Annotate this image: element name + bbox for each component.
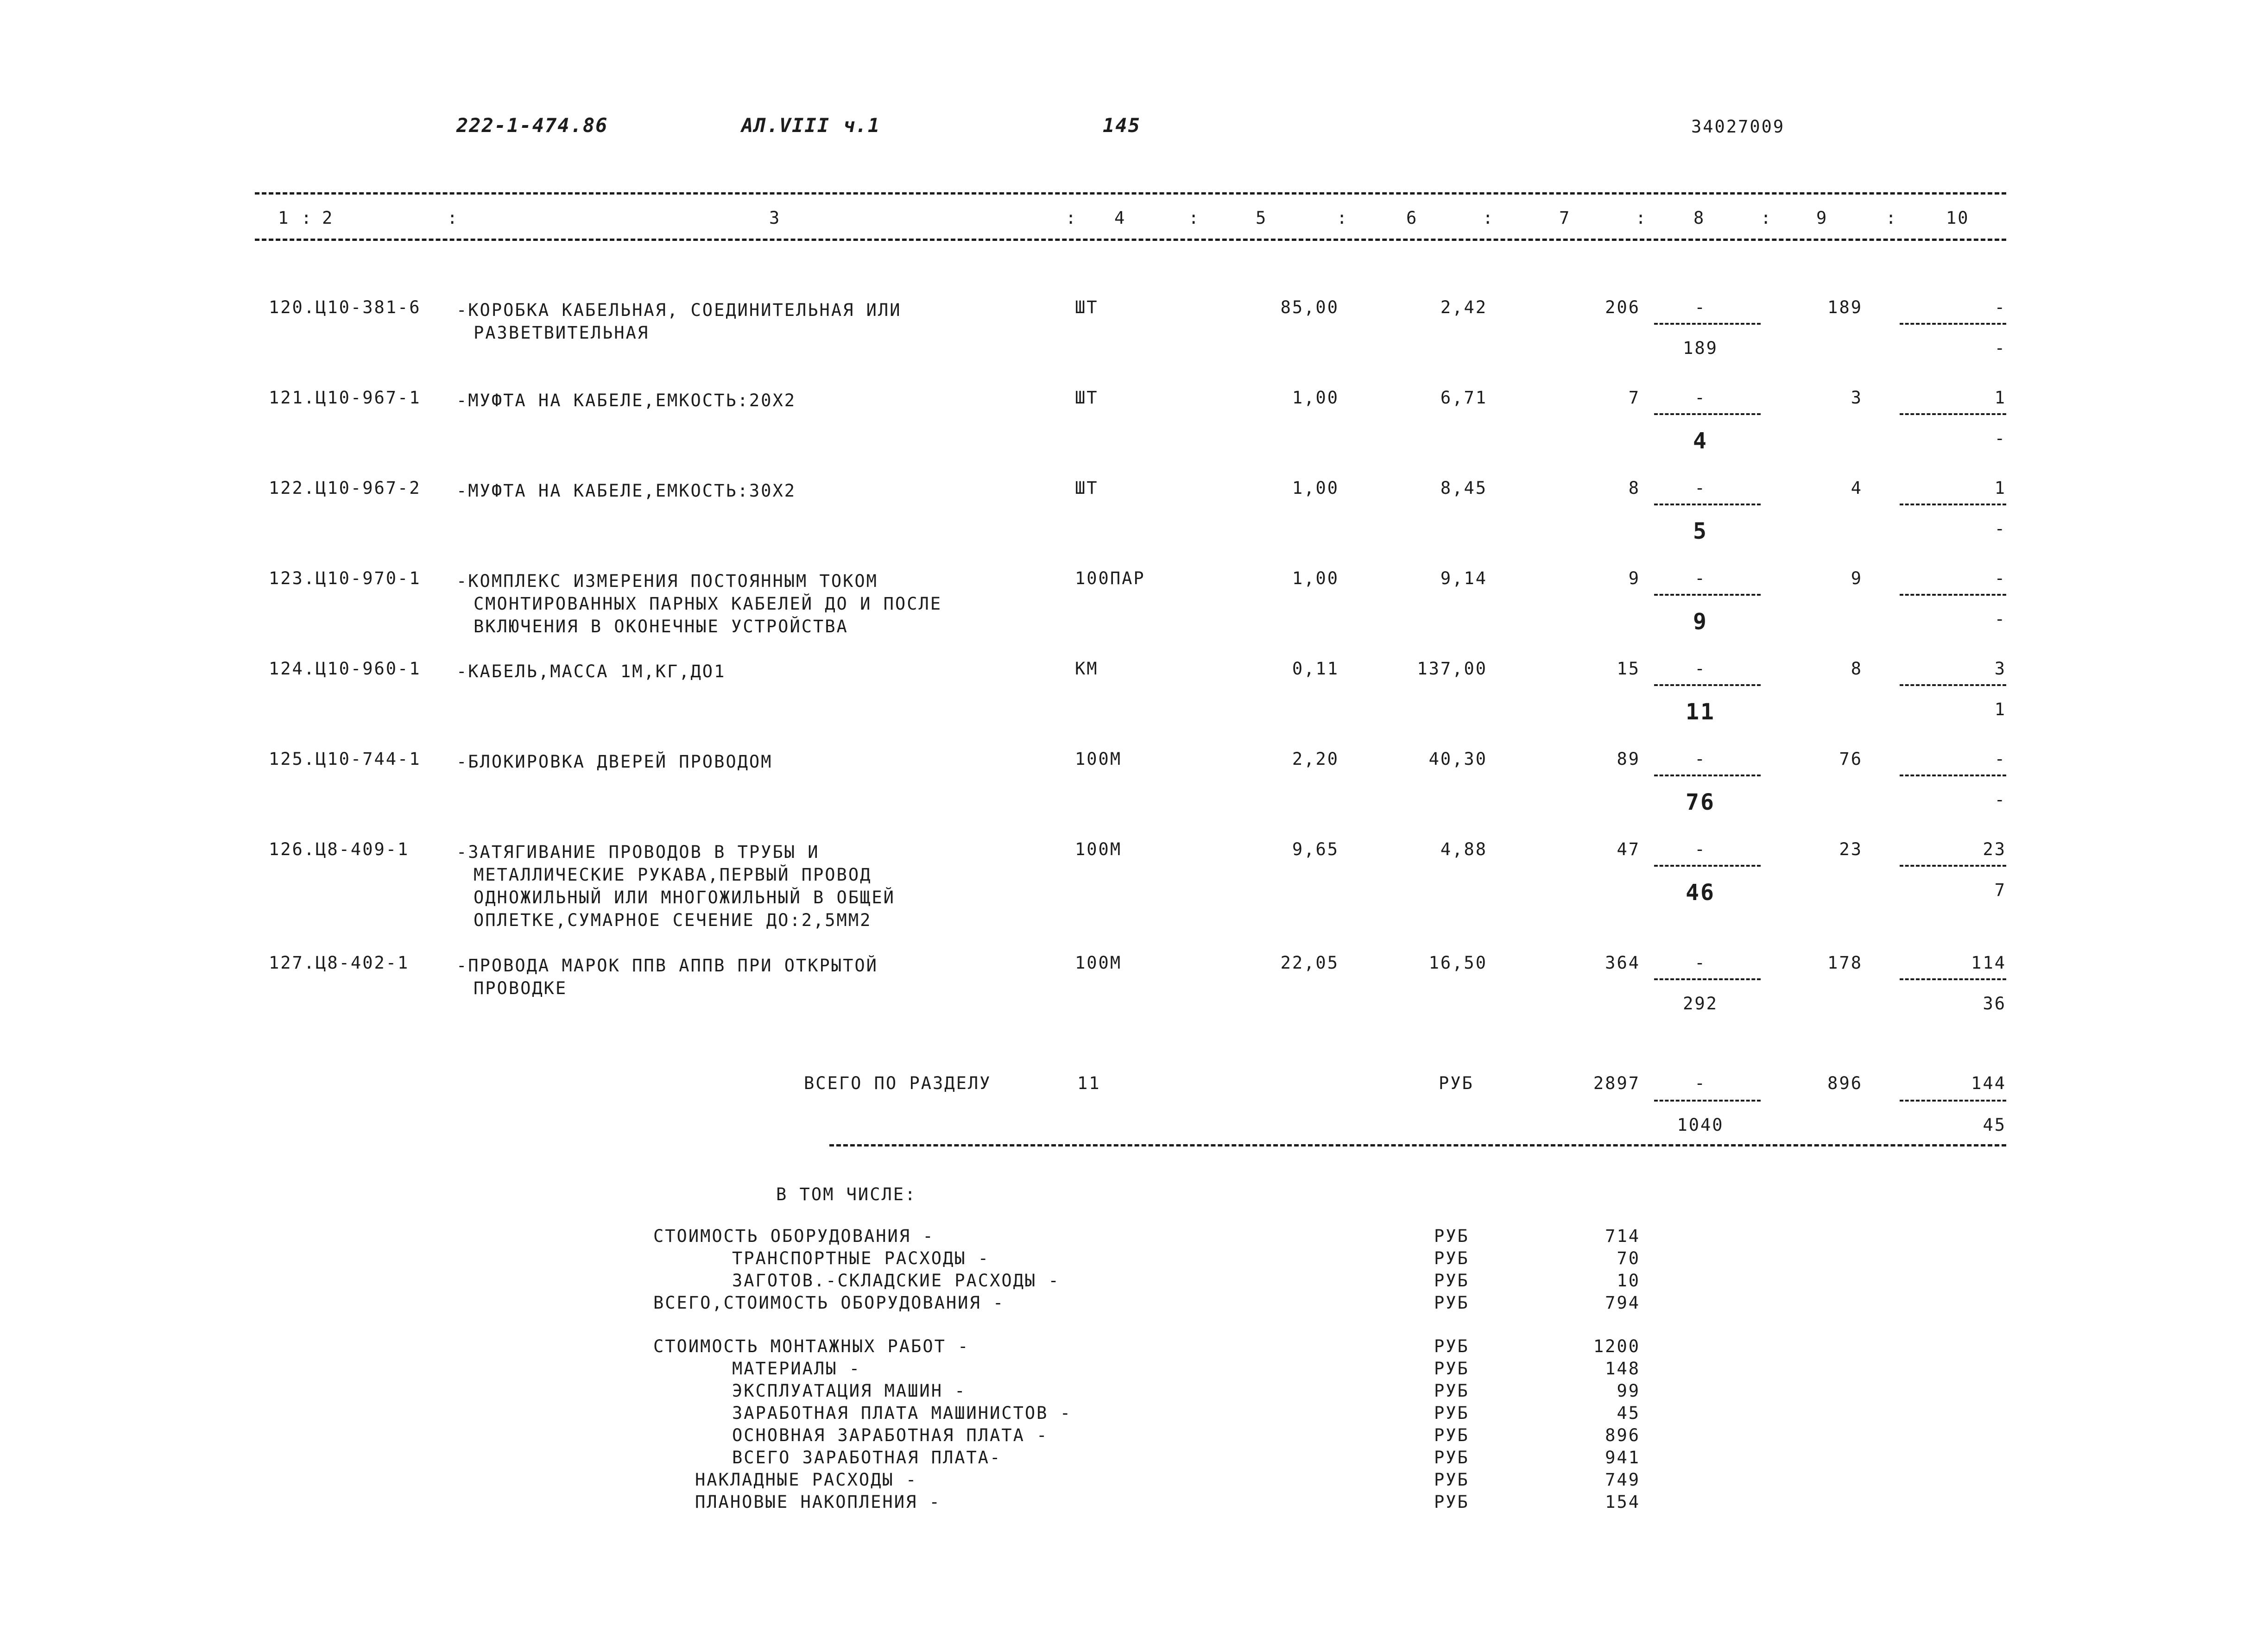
- row-unit-price: 9,14: [1440, 568, 1487, 588]
- including-item-label: ПЛАНОВЫЕ НАКОПЛЕНИЯ -: [695, 1492, 941, 1512]
- row-col8-rule: [1654, 684, 1761, 686]
- row-unit: 100М: [1075, 839, 1122, 859]
- including-item-value: 45: [1617, 1403, 1640, 1423]
- row-total: 206: [1605, 297, 1640, 317]
- column-separator: :: [447, 208, 459, 228]
- header-top-rule: [255, 192, 2006, 195]
- including-item-value: 10: [1617, 1271, 1640, 1291]
- row-description-line: МЕТАЛЛИЧЕСКИЕ РУКАВА,ПЕРВЫЙ ПРОВОД: [474, 865, 872, 885]
- column-number: 8: [1693, 208, 1706, 228]
- row-col10-top: -: [1994, 749, 2006, 769]
- row-quantity: 22,05: [1280, 953, 1339, 973]
- row-col8-rule: [1654, 323, 1761, 325]
- section-total-label: ВСЕГО ПО РАЗДЕЛУ: [804, 1073, 992, 1093]
- including-item-label: СТОИМОСТЬ МОНТАЖНЫХ РАБОТ -: [653, 1336, 970, 1356]
- row-code: 123.Ц10-970-1: [269, 568, 421, 588]
- row-col8-rule: [1654, 504, 1761, 505]
- row-quantity: 1,00: [1292, 568, 1339, 588]
- section-total-bottom-rule: [829, 1144, 2006, 1146]
- row-col8-top: -: [1694, 388, 1706, 408]
- including-item-label: ЗАРАБОТНАЯ ПЛАТА МАШИНИСТОВ -: [732, 1403, 1072, 1423]
- row-code: 121.Ц10-967-1: [269, 388, 421, 408]
- row-col8-top: -: [1694, 749, 1706, 769]
- row-col8-bottom: 189: [1683, 338, 1718, 358]
- row-quantity: 9,65: [1292, 839, 1339, 859]
- including-item-value: 749: [1605, 1470, 1640, 1490]
- row-col8-bottom: 4: [1693, 428, 1708, 454]
- row-total: 364: [1605, 953, 1640, 973]
- column-separator: :: [1886, 208, 1898, 228]
- column-separator: :: [1337, 208, 1349, 228]
- document-number: 34027009: [1691, 117, 1785, 137]
- row-unit: 100М: [1075, 749, 1122, 769]
- row-col8-top: -: [1694, 568, 1706, 588]
- including-item-value: 70: [1617, 1248, 1640, 1268]
- including-item-unit: РУБ: [1434, 1271, 1469, 1291]
- row-description: [456, 660, 726, 683]
- section-total-col10-top: 144: [1971, 1073, 2006, 1093]
- column-separator: :: [1761, 208, 1773, 228]
- row-description-line: -ЗАТЯГИВАНИЕ ПРОВОДОВ В ТРУБЫ И: [456, 842, 820, 862]
- row-col8-bottom: 5: [1693, 518, 1708, 544]
- row-col10-bottom: -: [1994, 519, 2006, 539]
- including-item-value: 941: [1605, 1448, 1640, 1468]
- section-total-col8-top: -: [1694, 1073, 1706, 1093]
- column-number: 10: [1946, 208, 1970, 228]
- row-unit-price: 6,71: [1440, 388, 1487, 408]
- row-col10-top: 1: [1994, 478, 2006, 498]
- row-quantity: 2,20: [1292, 749, 1339, 769]
- including-item-value: 1200: [1593, 1336, 1640, 1356]
- row-description-line: ОПЛЕТКЕ,СУМАРНОЕ СЕЧЕНИЕ ДО:2,5ММ2: [474, 910, 872, 930]
- column-separator: :: [1636, 208, 1648, 228]
- row-code: 122.Ц10-967-2: [269, 478, 421, 498]
- row-description-line: -КОМПЛЕКС ИЗМЕРЕНИЯ ПОСТОЯННЫМ ТОКОМ: [456, 571, 878, 591]
- row-total: 47: [1617, 839, 1640, 859]
- including-item-label: ЭКСПЛУАТАЦИЯ МАШИН -: [732, 1381, 967, 1401]
- row-col8-bottom: 46: [1686, 880, 1715, 906]
- row-col10-top: 114: [1971, 953, 2006, 973]
- including-item-value: 99: [1617, 1381, 1640, 1401]
- row-code: 127.Ц8-402-1: [269, 953, 410, 973]
- row-col10-bottom: -: [1994, 338, 2006, 358]
- including-item-label: СТОИМОСТЬ ОБОРУДОВАНИЯ -: [653, 1226, 935, 1246]
- row-col9: 4: [1851, 478, 1863, 498]
- row-col10-rule: [1900, 865, 2006, 867]
- row-col8-rule: [1654, 865, 1761, 867]
- section-total-unit: РУБ: [1439, 1073, 1474, 1093]
- row-unit-price: 137,00: [1417, 659, 1487, 679]
- row-description-line: РАЗВЕТВИТЕЛЬНАЯ: [474, 323, 650, 343]
- including-item-value: 154: [1605, 1492, 1640, 1512]
- column-number: 4: [1114, 208, 1126, 228]
- row-col9: 178: [1827, 953, 1863, 973]
- album-number: АЛ.VIII ч.1: [741, 114, 881, 137]
- row-col8-rule: [1654, 978, 1761, 980]
- row-description: [456, 389, 796, 412]
- row-col8-rule: [1654, 594, 1761, 596]
- row-col9: 8: [1851, 659, 1863, 679]
- column-number: 3: [769, 208, 781, 228]
- row-description-line: СМОНТИРОВАННЫХ ПАРНЫХ КАБЕЛЕЙ ДО И ПОСЛЕ: [474, 594, 942, 614]
- column-number: 2: [322, 208, 334, 228]
- row-code: 126.Ц8-409-1: [269, 839, 410, 859]
- row-col8-bottom: 9: [1693, 609, 1708, 635]
- row-col8-rule: [1654, 413, 1761, 415]
- row-col10-bottom: 7: [1994, 880, 2006, 900]
- row-quantity: 85,00: [1280, 297, 1339, 317]
- row-description: [456, 479, 796, 502]
- row-col10-top: 1: [1994, 388, 2006, 408]
- row-col10-bottom: 36: [1983, 994, 2006, 1014]
- row-total: 7: [1628, 388, 1640, 408]
- row-col8-rule: [1654, 775, 1761, 776]
- row-col10-bottom: -: [1994, 428, 2006, 448]
- row-unit-price: 2,42: [1440, 297, 1487, 317]
- including-item-unit: РУБ: [1434, 1470, 1469, 1490]
- including-item-label: ТРАНСПОРТНЫЕ РАСХОДЫ -: [732, 1248, 990, 1268]
- row-quantity: 1,00: [1292, 478, 1339, 498]
- section-total-col10-bottom: 45: [1983, 1115, 2006, 1135]
- row-unit: 100ПАР: [1075, 568, 1145, 588]
- including-item-value: 714: [1605, 1226, 1640, 1246]
- row-unit: 100М: [1075, 953, 1122, 973]
- row-col9: 3: [1851, 388, 1863, 408]
- row-unit-price: 8,45: [1440, 478, 1487, 498]
- row-col10-top: 3: [1994, 659, 2006, 679]
- including-item-unit: РУБ: [1434, 1248, 1469, 1268]
- row-description: [456, 750, 772, 773]
- row-col8-bottom: 76: [1686, 789, 1715, 815]
- including-item-label: ЗАГОТОВ.-СКЛАДСКИЕ РАСХОДЫ -: [732, 1271, 1060, 1291]
- row-col9: 189: [1827, 297, 1863, 317]
- row-description: [456, 841, 895, 932]
- row-col10-rule: [1900, 504, 2006, 505]
- row-col8-top: -: [1694, 297, 1706, 317]
- row-quantity: 0,11: [1292, 659, 1339, 679]
- row-col10-rule: [1900, 323, 2006, 325]
- row-description: [456, 299, 901, 344]
- row-description-line: ОДНОЖИЛЬНЫЙ ИЛИ МНОГОЖИЛЬНЫЙ В ОБЩЕЙ: [474, 888, 895, 907]
- row-description-line: -ПРОВОДА МАРОК ППВ АППВ ПРИ ОТКРЫТОЙ: [456, 956, 878, 976]
- row-description-line: -КОРОБКА КАБЕЛЬНАЯ, СОЕДИНИТЕЛЬНАЯ ИЛИ: [456, 300, 902, 320]
- column-number: 7: [1559, 208, 1571, 228]
- including-item-unit: РУБ: [1434, 1336, 1469, 1356]
- row-code: 120.Ц10-381-6: [269, 297, 421, 317]
- row-col10-top: 23: [1983, 839, 2006, 859]
- including-item-unit: РУБ: [1434, 1293, 1469, 1313]
- row-description: [456, 570, 942, 638]
- column-number: 1: [278, 208, 290, 228]
- header-bottom-rule: [255, 239, 2006, 241]
- row-col10-top: -: [1994, 568, 2006, 588]
- row-col10-bottom: -: [1994, 790, 2006, 810]
- section-total-col8-bottom: 1040: [1677, 1115, 1724, 1135]
- section-total-amount: 2897: [1593, 1073, 1640, 1093]
- row-col8-bottom: 292: [1683, 994, 1718, 1014]
- row-description-line: -БЛОКИРОВКА ДВЕРЕЙ ПРОВОДОМ: [456, 752, 773, 772]
- row-col10-bottom: 1: [1994, 699, 2006, 719]
- row-total: 8: [1628, 478, 1640, 498]
- including-item-label: НАКЛАДНЫЕ РАСХОДЫ -: [695, 1470, 918, 1490]
- column-separator: :: [1483, 208, 1495, 228]
- column-number: 9: [1816, 208, 1828, 228]
- row-unit-price: 16,50: [1428, 953, 1487, 973]
- including-item-value: 794: [1605, 1293, 1640, 1313]
- row-quantity: 1,00: [1292, 388, 1339, 408]
- including-item-unit: РУБ: [1434, 1359, 1469, 1379]
- row-description-line: -КАБЕЛЬ,МАССА 1М,КГ,ДО1: [456, 661, 726, 681]
- row-col8-top: -: [1694, 478, 1706, 498]
- column-separator: :: [1188, 208, 1200, 228]
- row-col10-rule: [1900, 413, 2006, 415]
- including-item-unit: РУБ: [1434, 1226, 1469, 1246]
- row-code: 124.Ц10-960-1: [269, 659, 421, 679]
- row-col10-top: -: [1994, 297, 2006, 317]
- row-description: [456, 954, 878, 1000]
- row-col10-rule: [1900, 594, 2006, 596]
- column-number: 5: [1256, 208, 1268, 228]
- including-item-unit: РУБ: [1434, 1381, 1469, 1401]
- section-total-col9: 896: [1827, 1073, 1863, 1093]
- row-description-line: -МУФТА НА КАБЕЛЕ,ЕМКОСТЬ:30Х2: [456, 481, 796, 501]
- including-item-value: 896: [1605, 1425, 1640, 1445]
- row-col9: 23: [1839, 839, 1863, 859]
- row-col9: 9: [1851, 568, 1863, 588]
- row-col10-bottom: -: [1994, 609, 2006, 629]
- row-col8-bottom: 11: [1686, 699, 1715, 725]
- section-total-col8-rule: [1654, 1100, 1761, 1102]
- including-item-value: 148: [1605, 1359, 1640, 1379]
- including-item-unit: РУБ: [1434, 1448, 1469, 1468]
- row-col8-top: -: [1694, 839, 1706, 859]
- row-unit: КМ: [1075, 659, 1099, 679]
- including-item-label: ВСЕГО,СТОИМОСТЬ ОБОРУДОВАНИЯ -: [653, 1293, 1005, 1313]
- row-col8-top: -: [1694, 659, 1706, 679]
- row-code: 125.Ц10-744-1: [269, 749, 421, 769]
- row-col8-top: -: [1694, 953, 1706, 973]
- row-col10-rule: [1900, 775, 2006, 776]
- row-description-line: ВКЛЮЧЕНИЯ В ОКОНЕЧНЫЕ УСТРОЙСТВА: [474, 617, 848, 636]
- row-description-line: -МУФТА НА КАБЕЛЕ,ЕМКОСТЬ:20Х2: [456, 391, 796, 410]
- page-number: 145: [1103, 114, 1141, 137]
- row-total: 89: [1617, 749, 1640, 769]
- including-item-label: ВСЕГО ЗАРАБОТНАЯ ПЛАТА-: [732, 1448, 1002, 1468]
- including-item-label: МАТЕРИАЛЫ -: [732, 1359, 861, 1379]
- section-total-col10-rule: [1900, 1100, 2006, 1102]
- document-code: 222-1-474.86: [456, 114, 608, 137]
- row-description-line: ПРОВОДКЕ: [474, 978, 568, 998]
- row-unit-price: 40,30: [1428, 749, 1487, 769]
- row-total: 9: [1628, 568, 1640, 588]
- column-separator: :: [301, 208, 313, 228]
- including-item-unit: РУБ: [1434, 1425, 1469, 1445]
- column-number: 6: [1406, 208, 1418, 228]
- row-total: 15: [1617, 659, 1640, 679]
- row-unit: ШТ: [1075, 388, 1099, 408]
- row-unit-price: 4,88: [1440, 839, 1487, 859]
- row-col10-rule: [1900, 684, 2006, 686]
- row-col9: 76: [1839, 749, 1863, 769]
- including-title: В ТОМ ЧИСЛЕ:: [776, 1184, 917, 1204]
- column-separator: :: [1066, 208, 1078, 228]
- section-total-number: 11: [1077, 1073, 1101, 1093]
- row-unit: ШТ: [1075, 478, 1099, 498]
- row-col10-rule: [1900, 978, 2006, 980]
- including-item-unit: РУБ: [1434, 1492, 1469, 1512]
- row-unit: ШТ: [1075, 297, 1099, 317]
- including-item-label: ОСНОВНАЯ ЗАРАБОТНАЯ ПЛАТА -: [732, 1425, 1049, 1445]
- including-item-unit: РУБ: [1434, 1403, 1469, 1423]
